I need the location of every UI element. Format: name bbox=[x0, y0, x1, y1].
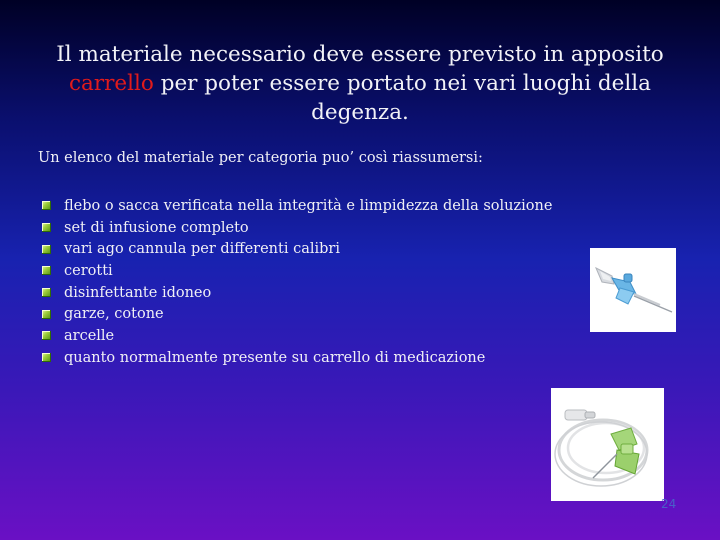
list-item-text: arcelle bbox=[64, 327, 115, 344]
title-line-2 bbox=[40, 69, 680, 98]
list-item bbox=[42, 325, 552, 347]
cannula-photo bbox=[590, 248, 676, 332]
list-item bbox=[42, 347, 552, 369]
material-list bbox=[42, 195, 552, 369]
infusion-set-photo bbox=[551, 388, 664, 501]
list-item bbox=[42, 195, 552, 217]
bullet-icon bbox=[42, 331, 51, 340]
title-line-3: degenza. bbox=[311, 100, 409, 125]
title-line-1: Il materiale necessario deve essere previsto in apposito bbox=[56, 42, 664, 67]
title-line-2-rest: per poter essere portato nei vari luoghi della bbox=[153, 71, 651, 96]
page-number: 24 bbox=[661, 497, 677, 511]
infusion-set-image bbox=[551, 388, 664, 501]
bullet-icon bbox=[42, 201, 51, 210]
list-item-text: disinfettante idoneo bbox=[64, 284, 212, 301]
slide-title bbox=[40, 40, 680, 127]
list-item-text: flebo o sacca verificata nella integrità e limpidezza della soluzione bbox=[64, 197, 553, 214]
list-item-text: garze, cotone bbox=[64, 306, 164, 323]
title-accent-word: carrello bbox=[69, 71, 154, 96]
list-item bbox=[42, 282, 552, 304]
cannula-image bbox=[590, 248, 676, 332]
list-item bbox=[42, 260, 552, 282]
list-item-text: cerotti bbox=[64, 262, 113, 279]
intro-text: Un elenco del materiale per categoria puo’ così riassumersi: bbox=[38, 150, 483, 166]
bullet-icon bbox=[42, 310, 51, 319]
bullet-icon bbox=[42, 223, 51, 232]
list-item bbox=[42, 238, 552, 260]
list-item bbox=[42, 217, 552, 239]
bullet-icon bbox=[42, 353, 51, 362]
bullet-icon bbox=[42, 245, 51, 254]
bullet-icon bbox=[42, 288, 51, 297]
list-item-text: set di infusione completo bbox=[64, 219, 249, 236]
list-item bbox=[42, 303, 552, 325]
list-item-text: quanto normalmente presente su carrello di medicazione bbox=[64, 349, 486, 366]
list-item-text: vari ago cannula per differenti calibri bbox=[64, 241, 340, 258]
bullet-icon bbox=[42, 266, 51, 275]
